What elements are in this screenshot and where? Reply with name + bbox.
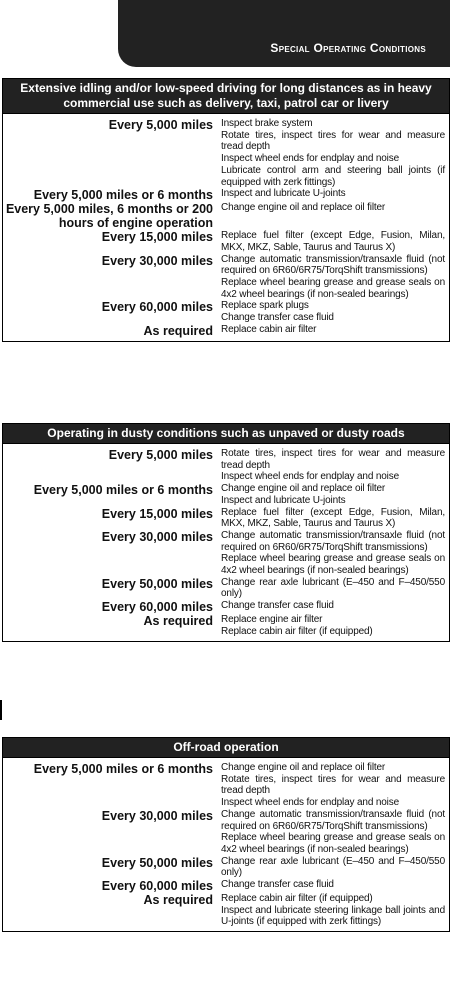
- action-item: Replace cabin air filter: [221, 323, 317, 335]
- action-item: Inspect and lubricate steering linkage ball joints and U-joints (if equipped with zerk fittings): [221, 904, 445, 928]
- action-list: [221, 324, 449, 336]
- schedule-row: [3, 856, 449, 879]
- action-list: [221, 856, 449, 879]
- interval-label: Every 5,000 miles or 6 months: [33, 188, 213, 203]
- interval-label: Every 60,000 miles: [101, 600, 213, 615]
- section-title: Extensive idling and/or low-speed driving for long distances as in heavy commercial use such as delivery, taxi, patrol car or livery: [3, 79, 449, 114]
- action-item: Change automatic transmission/transaxle fluid (not required on 6R60/6R75/TorqShift transmissions): [221, 253, 445, 277]
- interval-label: Every 30,000 miles: [101, 808, 213, 823]
- action-list: [221, 530, 449, 577]
- section-idling: [2, 78, 450, 342]
- action-list: [221, 118, 449, 188]
- schedule-row: [3, 507, 449, 530]
- schedule-row: [3, 762, 449, 809]
- schedule-row: [3, 254, 449, 301]
- interval-label: Every 30,000 miles: [101, 529, 213, 544]
- interval-label: Every 60,000 miles: [101, 879, 213, 894]
- action-item: Replace spark plugs: [221, 300, 309, 312]
- action-list: [221, 577, 449, 600]
- action-item: Replace cabin air filter (if equipped): [221, 893, 373, 905]
- schedule-row: [3, 600, 449, 614]
- action-list: [221, 230, 449, 253]
- interval-label: Every 15,000 miles: [101, 230, 213, 245]
- interval-label: Every 5,000 miles or 6 months: [33, 483, 213, 498]
- action-list: [221, 762, 449, 809]
- section-title: Operating in dusty conditions such as unpaved or dusty roads: [3, 424, 449, 444]
- action-list: [221, 614, 449, 637]
- action-item: Change rear axle lubricant (E–450 and F–450/550 only): [221, 855, 445, 879]
- action-item: Inspect wheel ends for endplay and noise: [221, 153, 400, 165]
- schedule-row: [3, 300, 449, 323]
- action-item: Replace fuel filter (except Edge, Fusion, Milan, MKX, MKZ, Sable, Taurus and Taurus X): [221, 230, 445, 253]
- action-list: [221, 600, 449, 612]
- schedule-row: [3, 809, 449, 856]
- page-edge-mark: [0, 700, 2, 720]
- action-item: Change transfer case fluid: [221, 879, 334, 891]
- schedule-row: [3, 614, 449, 637]
- action-item: Rotate tires, inspect tires for wear and measure tread depth: [221, 448, 445, 471]
- schedule-list: [3, 758, 449, 931]
- page-title: Special Operating Conditions: [270, 41, 426, 55]
- schedule-row: [3, 230, 449, 253]
- action-item: Replace fuel filter (except Edge, Fusion, Milan, MKX, MKZ, Sable, Taurus and Taurus X): [221, 506, 445, 530]
- interval-label: Every 5,000 miles, 6 months or 200 hours of engine operation: [5, 202, 213, 231]
- schedule-row: [3, 188, 449, 202]
- action-item: Lubricate control arm and steering ball joints (if equipped with zerk fittings): [221, 164, 445, 188]
- schedule-row: [3, 893, 449, 928]
- interval-label: Every 5,000 miles: [108, 118, 213, 132]
- interval-label: As required: [143, 893, 213, 908]
- action-item: Change automatic transmission/transaxle fluid (not required on 6R60/6R75/TorqShift transmissions): [221, 529, 445, 553]
- action-item: Change automatic transmission/transaxle fluid (not required on 6R60/6R75/TorqShift transmissions): [221, 808, 445, 832]
- interval-label: Every 30,000 miles: [101, 253, 213, 268]
- interval-label: Every 50,000 miles: [101, 576, 213, 591]
- action-list: [221, 809, 449, 856]
- interval-label: Every 5,000 miles or 6 months: [33, 762, 213, 776]
- action-item: Inspect wheel ends for endplay and noise: [221, 471, 400, 483]
- action-list: [221, 879, 449, 891]
- interval-label: Every 50,000 miles: [101, 855, 213, 870]
- action-item: Replace wheel bearing grease and grease seals on 4x2 wheel bearings (if non-sealed bearings): [221, 832, 445, 855]
- schedule-row: [3, 530, 449, 577]
- interval-label: As required: [143, 323, 213, 338]
- action-item: Change engine oil and replace oil filter: [221, 483, 386, 495]
- interval-label: Every 5,000 miles: [108, 448, 213, 462]
- action-item: Replace engine air filter: [221, 614, 323, 626]
- action-item: Replace cabin air filter (if equipped): [221, 625, 373, 637]
- section-dusty: [2, 423, 450, 642]
- action-item: Inspect and lubricate U-joints: [221, 494, 346, 506]
- action-item: Replace wheel bearing grease and grease seals on 4x2 wheel bearings (if non-sealed bearings): [221, 553, 445, 577]
- schedule-list: [3, 444, 449, 641]
- action-list: [221, 483, 449, 506]
- schedule-row: [3, 324, 449, 338]
- action-list: [221, 507, 449, 530]
- action-item: Inspect brake system: [221, 118, 313, 129]
- interval-label: Every 60,000 miles: [101, 300, 213, 315]
- action-list: [221, 448, 449, 483]
- schedule-row: [3, 202, 449, 230]
- action-list: [221, 202, 449, 214]
- action-item: Change rear axle lubricant (E–450 and F–450/550 only): [221, 576, 445, 600]
- action-list: [221, 188, 449, 200]
- action-list: [221, 893, 449, 928]
- section-title: Off-road operation: [3, 738, 449, 758]
- schedule-row: [3, 448, 449, 483]
- schedule-row: [3, 577, 449, 600]
- header-tab: [118, 0, 450, 67]
- schedule-row: [3, 879, 449, 893]
- interval-label: Every 15,000 miles: [101, 506, 213, 521]
- schedule-row: [3, 483, 449, 506]
- action-item: Inspect and lubricate U-joints: [221, 188, 346, 200]
- schedule-row: [3, 118, 449, 188]
- action-item: Change engine oil and replace oil filter: [221, 202, 386, 214]
- action-item: Change transfer case fluid: [221, 312, 334, 324]
- action-item: Replace wheel bearing grease and grease seals on 4x2 wheel bearings (if non-sealed bearings): [221, 277, 445, 300]
- action-item: Change engine oil and replace oil filter: [221, 762, 386, 773]
- schedule-list: [3, 114, 449, 341]
- action-list: [221, 300, 449, 323]
- action-item: Rotate tires, inspect tires for wear and measure tread depth: [221, 773, 445, 797]
- action-item: Inspect wheel ends for endplay and noise: [221, 797, 400, 809]
- action-item: Change transfer case fluid: [221, 600, 334, 612]
- section-off-road: [2, 737, 450, 932]
- interval-label: As required: [143, 614, 213, 629]
- action-item: Rotate tires, inspect tires for wear and measure tread depth: [221, 129, 445, 153]
- action-list: [221, 254, 449, 301]
